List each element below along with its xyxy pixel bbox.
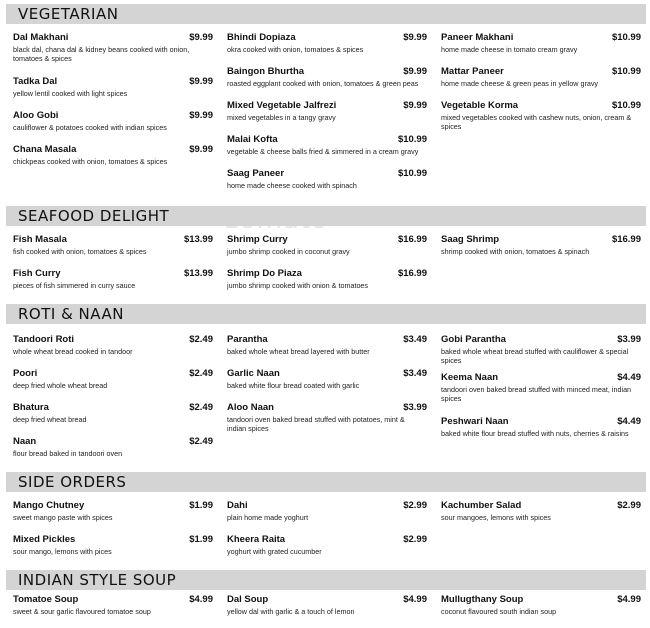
item-description: baked white flour bread coated with garlic bbox=[227, 381, 360, 390]
item-description: whole wheat bread cooked in tandoor bbox=[13, 347, 133, 356]
item-price: $4.49 bbox=[617, 372, 641, 383]
item-name: Baingon Bhurtha bbox=[227, 66, 305, 77]
section-header bbox=[6, 570, 646, 590]
item-price: $10.99 bbox=[611, 66, 641, 77]
item-price: $2.49 bbox=[189, 368, 213, 379]
item-description: yoghurt with grated cucumber bbox=[227, 547, 322, 556]
menu-item bbox=[13, 268, 213, 298]
item-price: $10.99 bbox=[611, 32, 641, 43]
item-price: $10.99 bbox=[611, 100, 641, 111]
item-name: Kachumber Salad bbox=[441, 500, 522, 511]
item-description: baked whole wheat bread layered with butter bbox=[227, 347, 370, 356]
section-title: VEGETARIAN bbox=[18, 5, 119, 23]
menu-item bbox=[227, 368, 427, 398]
item-name: Shrimp Do Piaza bbox=[227, 268, 302, 279]
item-name: Tandoori Roti bbox=[13, 334, 75, 345]
item-price: $10.99 bbox=[397, 168, 427, 179]
item-description: vegetable & cheese balls fried & simmered in a cream gravy bbox=[227, 147, 419, 156]
item-name: Vegetable Korma bbox=[441, 100, 519, 111]
item-name: Chana Masala bbox=[13, 144, 77, 155]
item-name: Malai Kofta bbox=[227, 134, 278, 145]
menu-item bbox=[441, 32, 641, 62]
item-name: Mixed Pickles bbox=[13, 534, 76, 545]
menu-item bbox=[227, 66, 427, 96]
item-name: Aloo Naan bbox=[227, 402, 274, 413]
item-name: Mango Chutney bbox=[13, 500, 85, 511]
item-description: plain home made yoghurt bbox=[227, 513, 309, 522]
menu-item bbox=[441, 234, 641, 264]
menu-item bbox=[227, 234, 427, 264]
section-title: ROTI & NAAN bbox=[18, 305, 124, 323]
menu-item bbox=[227, 134, 427, 164]
item-name: Gobi Parantha bbox=[441, 334, 506, 345]
menu-item bbox=[227, 168, 427, 198]
item-name: Fish Curry bbox=[13, 268, 61, 279]
item-description: baked white flour bread stuffed with nuts, cherries & raisins bbox=[441, 429, 629, 438]
menu-item bbox=[227, 100, 427, 130]
menu-item bbox=[13, 234, 213, 264]
item-price: $1.99 bbox=[189, 500, 213, 511]
item-name: Dal Makhani bbox=[13, 32, 69, 43]
item-price: $9.99 bbox=[403, 100, 427, 111]
menu-item bbox=[227, 334, 427, 364]
item-name: Parantha bbox=[227, 334, 268, 345]
item-description: cauliflower & potatoes cooked with indian spices bbox=[13, 123, 167, 132]
item-price: $9.99 bbox=[403, 32, 427, 43]
item-price: $13.99 bbox=[183, 268, 213, 279]
item-description: jumbo shrimp cooked in coconut gravy bbox=[227, 247, 350, 256]
menu-item bbox=[227, 534, 427, 564]
menu-item bbox=[441, 100, 641, 130]
item-name: Fish Masala bbox=[13, 234, 67, 245]
item-description: deep fried wheat bread bbox=[13, 415, 87, 424]
item-name: Saag Paneer bbox=[227, 168, 285, 179]
item-price: $16.99 bbox=[397, 268, 427, 279]
section-header bbox=[6, 472, 646, 492]
menu-item bbox=[227, 32, 427, 62]
item-description: deep fried whole wheat bread bbox=[13, 381, 108, 390]
item-description: chickpeas cooked with onion, tomatoes & spices bbox=[13, 157, 168, 166]
item-description: jumbo shrimp cooked with onion & tomatoes bbox=[227, 281, 369, 290]
menu-item bbox=[13, 32, 213, 62]
item-name: Mattar Paneer bbox=[441, 66, 504, 77]
menu-item bbox=[13, 402, 213, 432]
menu-item bbox=[227, 500, 427, 530]
item-name: Saag Shrimp bbox=[441, 234, 500, 245]
item-price: $13.99 bbox=[183, 234, 213, 245]
item-name: Aloo Gobi bbox=[13, 110, 59, 121]
section-title: INDIAN STYLE SOUP bbox=[18, 571, 177, 589]
item-price: $2.49 bbox=[189, 436, 213, 447]
item-name: Mullugthany Soup bbox=[441, 594, 524, 605]
item-description: baked whole wheat bread stuffed with cauliflower & special spices bbox=[441, 347, 629, 365]
section-header bbox=[6, 4, 646, 24]
item-price: $2.49 bbox=[189, 334, 213, 345]
menu-item bbox=[13, 144, 213, 174]
item-description: black dal, chana dal & kidney beans cooked with onion, tomatoes & spices bbox=[13, 45, 190, 63]
item-name: Tadka Dal bbox=[13, 76, 58, 87]
item-description: tandoori oven baked bread stuffed with minced meat, indian spices bbox=[441, 385, 632, 403]
item-price: $9.99 bbox=[189, 110, 213, 121]
item-description: fish cooked with onion, tomatoes & spices bbox=[13, 247, 147, 256]
item-description: sour mango, lemons with pices bbox=[13, 547, 112, 556]
item-price: $16.99 bbox=[611, 234, 641, 245]
item-description: sour mangoes, lemons with spices bbox=[441, 513, 551, 522]
item-name: Bhindi Dopiaza bbox=[227, 32, 296, 43]
item-name: Kheera Raita bbox=[227, 534, 286, 545]
item-name: Peshwari Naan bbox=[441, 416, 509, 427]
item-description: sweet mango paste with spices bbox=[13, 513, 113, 522]
item-price: $1.99 bbox=[189, 534, 213, 545]
item-price: $4.99 bbox=[403, 594, 427, 605]
menu-item bbox=[13, 500, 213, 530]
menu-item bbox=[441, 372, 641, 402]
menu-item bbox=[441, 416, 641, 446]
item-description: tandoori oven baked bread stuffed with potatoes, mint & indian spices bbox=[227, 415, 405, 433]
item-name: Naan bbox=[13, 436, 37, 447]
item-name: Bhatura bbox=[13, 402, 49, 413]
item-name: Mixed Vegetable Jalfrezi bbox=[227, 100, 337, 111]
item-price: $4.99 bbox=[189, 594, 213, 605]
item-price: $2.99 bbox=[617, 500, 641, 511]
item-price: $2.99 bbox=[403, 534, 427, 545]
menu-item bbox=[13, 534, 213, 564]
menu-item bbox=[13, 368, 213, 398]
section-header bbox=[6, 206, 646, 226]
item-price: $3.99 bbox=[617, 334, 641, 345]
item-name: Tomatoe Soup bbox=[13, 594, 79, 605]
item-description: okra cooked with onion, tomatoes & spices bbox=[227, 45, 364, 54]
item-name: Garlic Naan bbox=[227, 368, 280, 379]
menu-item bbox=[227, 402, 427, 432]
menu-item bbox=[13, 76, 213, 106]
item-price: $9.99 bbox=[189, 32, 213, 43]
item-description: coconut flavoured south indian soup bbox=[441, 607, 557, 616]
item-description: roasted eggplant cooked with onion, tomatoes & green peas bbox=[227, 79, 419, 88]
item-description: sweet & sour garlic flavoured tomatoe soup bbox=[13, 607, 151, 616]
item-description: flour bread baked in tandoori oven bbox=[13, 449, 123, 458]
item-description: home made cheese in tomato cream gravy bbox=[441, 45, 578, 54]
item-name: Paneer Makhani bbox=[441, 32, 514, 43]
item-price: $9.99 bbox=[189, 76, 213, 87]
section-header bbox=[6, 304, 646, 324]
menu-item bbox=[441, 334, 641, 364]
item-price: $2.49 bbox=[189, 402, 213, 413]
menu-item bbox=[13, 594, 213, 624]
item-description: yellow lentil cooked with light spices bbox=[13, 89, 128, 98]
menu-item bbox=[227, 594, 427, 624]
item-price: $9.99 bbox=[189, 144, 213, 155]
item-price: $4.49 bbox=[617, 416, 641, 427]
item-price: $16.99 bbox=[397, 234, 427, 245]
item-name: Shrimp Curry bbox=[227, 234, 288, 245]
item-price: $2.99 bbox=[403, 500, 427, 511]
item-description: mixed vegetables in a tangy gravy bbox=[227, 113, 336, 122]
item-description: home made cheese & green peas in yellow gravy bbox=[441, 79, 599, 88]
menu-item bbox=[13, 334, 213, 364]
item-name: Dal Soup bbox=[227, 594, 269, 605]
item-description: shrimp cooked with onion, tomatoes & spinach bbox=[441, 247, 590, 256]
menu-item bbox=[441, 594, 641, 624]
item-price: $9.99 bbox=[403, 66, 427, 77]
item-price: $3.99 bbox=[403, 402, 427, 413]
item-price: $3.49 bbox=[403, 334, 427, 345]
menu-item bbox=[441, 500, 641, 530]
item-price: $3.49 bbox=[403, 368, 427, 379]
item-description: yellow dal with garlic & a touch of lemon bbox=[227, 607, 355, 616]
item-price: $4.99 bbox=[617, 594, 641, 605]
menu-item bbox=[227, 268, 427, 298]
item-name: Dahi bbox=[227, 500, 248, 511]
section-title: SEAFOOD DELIGHT bbox=[18, 207, 170, 225]
menu-item bbox=[13, 110, 213, 140]
menu-item bbox=[441, 66, 641, 96]
section-title: SIDE ORDERS bbox=[18, 473, 127, 491]
item-name: Poori bbox=[13, 368, 38, 379]
item-description: pieces of fish simmered in curry sauce bbox=[13, 281, 136, 290]
item-price: $10.99 bbox=[397, 134, 427, 145]
item-description: home made cheese cooked with spinach bbox=[227, 181, 357, 190]
menu-item bbox=[13, 436, 213, 466]
item-description: mixed vegetables cooked with cashew nuts, onion, cream & spices bbox=[441, 113, 632, 131]
item-name: Keema Naan bbox=[441, 372, 499, 383]
